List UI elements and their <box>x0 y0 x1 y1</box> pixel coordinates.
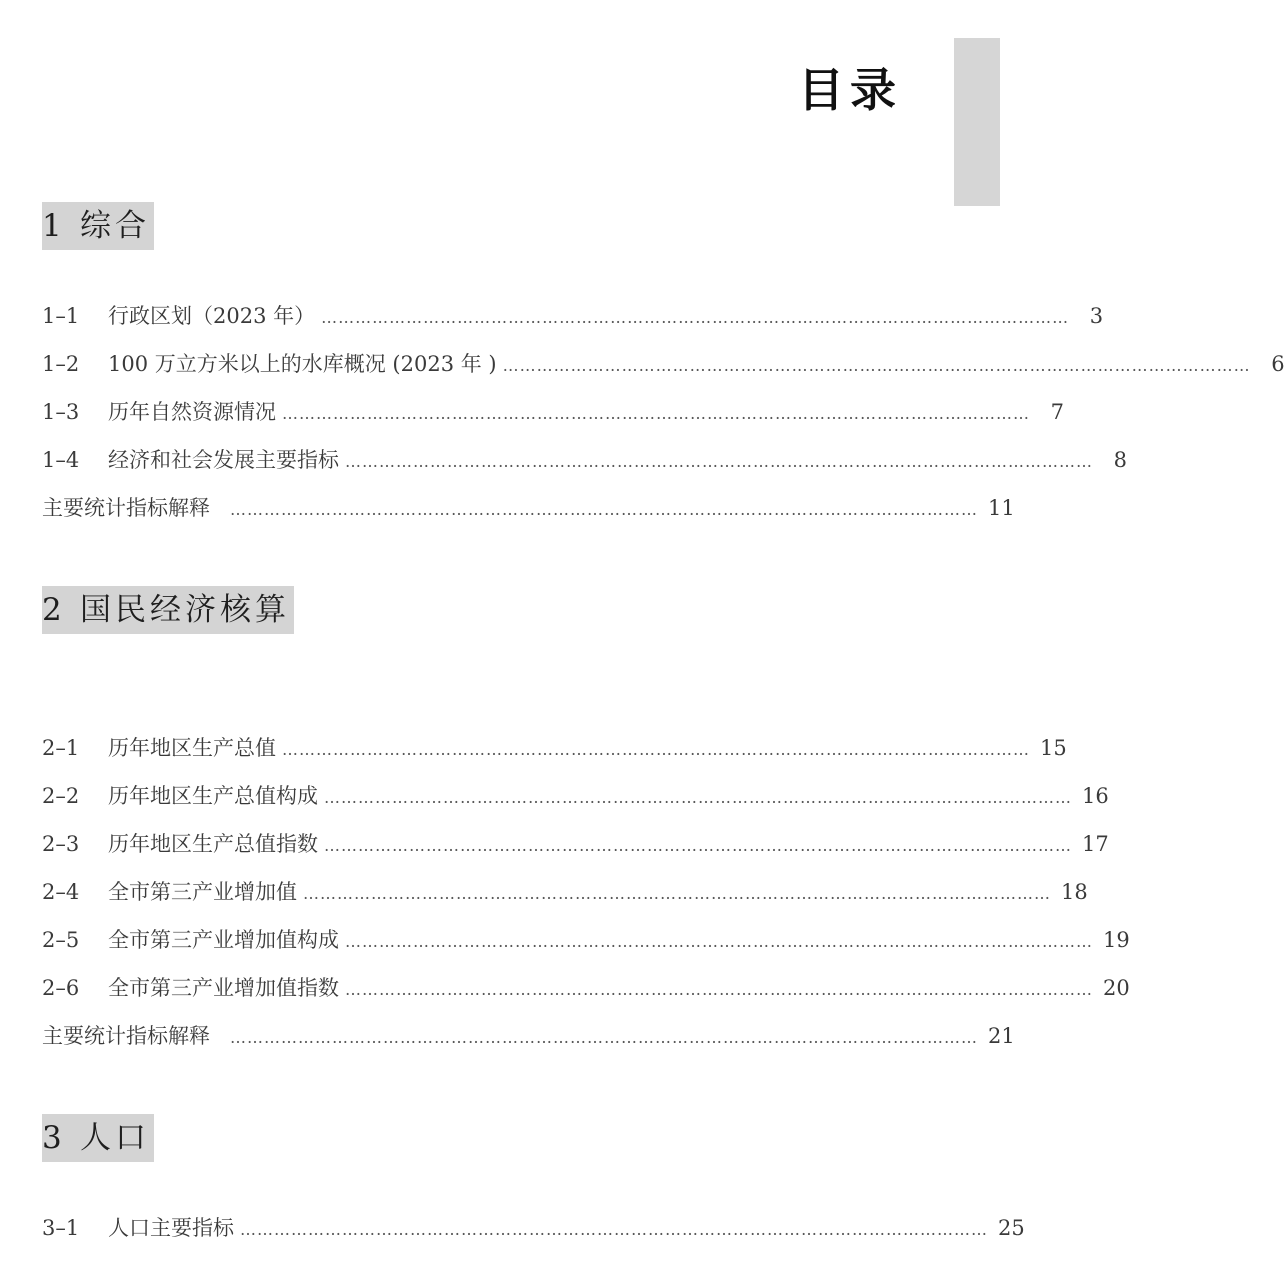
entry-title: 历年地区生产总值构成 <box>108 784 318 808</box>
section-number: 3 <box>42 1120 62 1156</box>
entry-code: 2–5 <box>42 928 80 952</box>
entry-title: 全市第三产业增加值 <box>108 880 297 904</box>
entry-code: 2–2 <box>42 784 80 808</box>
entry-page-number: 18 <box>1061 880 1088 904</box>
dot-leader: …………………………………………………………………………………………………………………… <box>230 1028 978 1047</box>
dot-leader: …………………………………………………………………………………………………………………… <box>324 836 1072 855</box>
entry-title: 历年自然资源情况 <box>108 400 276 424</box>
toc-entry-1-1[interactable] <box>42 299 1104 333</box>
dot-leader: …………………………………………………………………………………………………………………… <box>502 356 1251 375</box>
entry-title: 经济和社会发展主要指标 <box>108 448 339 472</box>
section-title: 国民经济核算 <box>80 592 290 628</box>
entry-title: 主要统计指标解释 <box>42 496 210 520</box>
toc-entry-notes-2[interactable] <box>42 1019 1015 1053</box>
toc-entry-2-6[interactable] <box>42 971 1130 1005</box>
entry-code: 1–4 <box>42 448 80 472</box>
page-title: 目录 <box>798 63 902 117</box>
entry-title: 主要统计指标解释 <box>42 1024 210 1048</box>
entry-title: 人口主要指标 <box>108 1216 234 1240</box>
entry-page-number: 21 <box>988 1024 1015 1048</box>
dot-leader: …………………………………………………………………………………………………………………… <box>345 452 1093 471</box>
toc-entry-3-1[interactable] <box>42 1211 1025 1245</box>
entry-page-number: 20 <box>1103 976 1130 1000</box>
entry-page-number: 17 <box>1082 832 1109 856</box>
toc-entry-2-2[interactable] <box>42 779 1109 813</box>
dot-leader: …………………………………………………………………………………………………………………… <box>345 980 1093 999</box>
entry-code: 2–3 <box>42 832 80 856</box>
entry-page-number: 16 <box>1082 784 1109 808</box>
entry-code: 2–1 <box>42 736 80 760</box>
entry-title: 历年地区生产总值 <box>108 736 276 760</box>
dot-leader: …………………………………………………………………………………………………………………… <box>240 1220 988 1239</box>
entry-page-number: 11 <box>988 496 1015 520</box>
entry-title: 100 万立方米以上的水库概况 (2023 年 ) <box>108 352 497 376</box>
dot-leader: …………………………………………………………………………………………………………………… <box>303 884 1051 903</box>
entry-title: 历年地区生产总值指数 <box>108 832 318 856</box>
toc-entry-2-4[interactable] <box>42 875 1088 909</box>
dot-leader: …………………………………………………………………………………………………………………… <box>345 932 1093 951</box>
side-thumb-tab <box>954 38 1000 206</box>
toc-entry-1-4[interactable] <box>42 443 1127 477</box>
entry-page-number: 3 <box>1089 304 1104 328</box>
toc-entry-1-3[interactable] <box>42 395 1064 429</box>
entry-page-number: 6 <box>1271 352 1285 376</box>
entry-page-number: 15 <box>1040 736 1067 760</box>
toc-entry-notes-1[interactable] <box>42 491 1015 525</box>
section-heading-2[interactable] <box>42 586 294 634</box>
section-title: 综合 <box>80 208 150 244</box>
section-number: 2 <box>42 592 62 628</box>
toc-entry-2-5[interactable] <box>42 923 1130 957</box>
entry-code: 1–1 <box>42 304 80 328</box>
entry-title: 全市第三产业增加值指数 <box>108 976 339 1000</box>
entry-page-number: 25 <box>998 1216 1025 1240</box>
dot-leader: …………………………………………………………………………………………………………………… <box>321 308 1070 327</box>
dot-leader: …………………………………………………………………………………………………………………… <box>282 404 1030 423</box>
entry-code: 1–3 <box>42 400 80 424</box>
dot-leader: …………………………………………………………………………………………………………………… <box>324 788 1072 807</box>
entry-code: 2–4 <box>42 880 80 904</box>
dot-leader: …………………………………………………………………………………………………………………… <box>282 740 1030 759</box>
entry-page-number: 7 <box>1050 400 1064 424</box>
dot-leader: …………………………………………………………………………………………………………………… <box>230 500 978 519</box>
entry-title: 全市第三产业增加值构成 <box>108 928 339 952</box>
entry-page-number: 19 <box>1103 928 1130 952</box>
section-title: 人口 <box>80 1120 150 1156</box>
toc-entry-1-2[interactable] <box>42 347 1285 381</box>
toc-entry-2-3[interactable] <box>42 827 1109 861</box>
section-heading-3[interactable] <box>42 1114 154 1162</box>
section-heading-1[interactable] <box>42 202 154 250</box>
entry-code: 3–1 <box>42 1216 80 1240</box>
toc-entry-2-1[interactable] <box>42 731 1067 765</box>
entry-page-number: 8 <box>1113 448 1127 472</box>
entry-code: 1–2 <box>42 352 80 376</box>
section-number: 1 <box>42 208 62 244</box>
entry-title: 行政区划（2023 年） <box>108 304 316 328</box>
entry-code: 2–6 <box>42 976 80 1000</box>
